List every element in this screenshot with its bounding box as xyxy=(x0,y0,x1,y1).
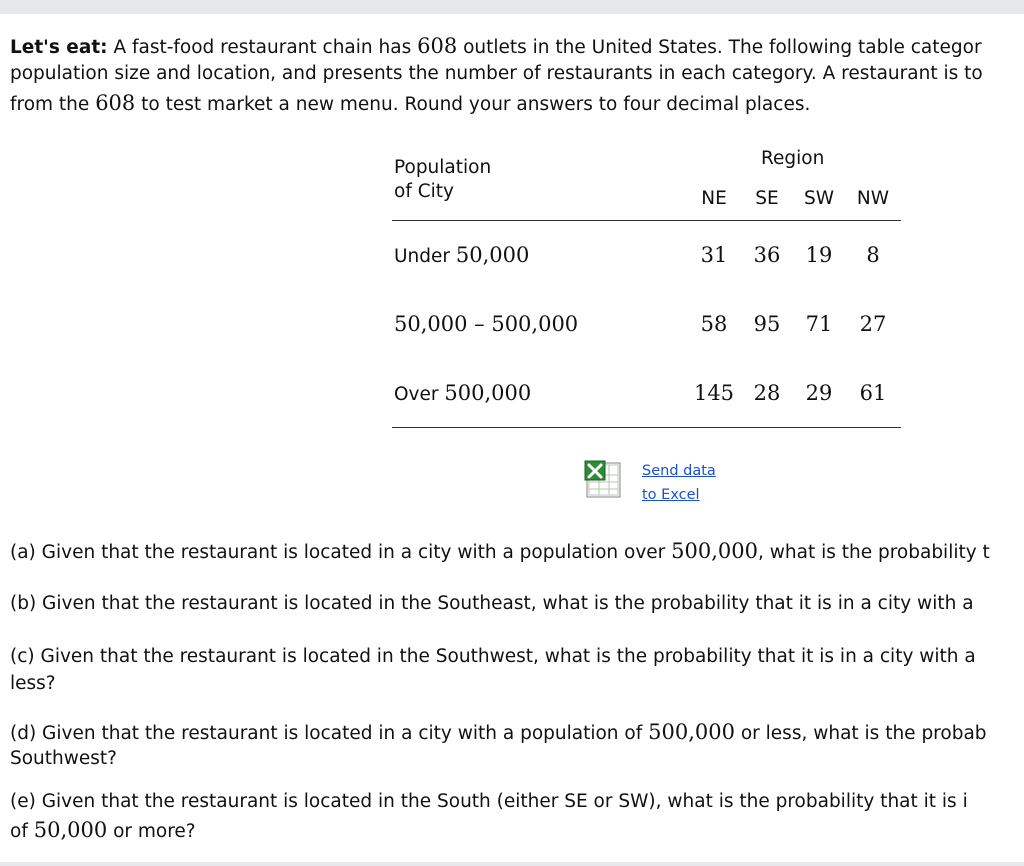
row-label-text: Over xyxy=(394,384,445,405)
table-cell: 31 xyxy=(700,243,728,267)
column-header-sw: SW xyxy=(803,188,835,209)
intro-number-3: 608 xyxy=(95,91,136,115)
intro-line-2: population size and location, and presents the number of restaurants in each category. A restaurant is to xyxy=(10,63,983,84)
question-a-text: (a) Given that the restaurant is located in a city with a population over xyxy=(10,542,672,563)
table-cell: 29 xyxy=(805,381,833,405)
row-label-number: 50,000 – 500,000 xyxy=(394,312,579,336)
table-cell: 28 xyxy=(753,381,781,405)
intro-number-1: 608 xyxy=(417,34,458,58)
question-e-text: of xyxy=(10,821,34,842)
table-cell: 27 xyxy=(859,312,887,336)
question-a xyxy=(10,537,990,567)
column-header-nw: NW xyxy=(856,188,890,209)
row-label xyxy=(394,379,531,409)
intro-text-3a: from the xyxy=(10,94,96,115)
table-bottom-rule xyxy=(392,427,901,428)
question-a-number: 500,000 xyxy=(671,539,758,563)
table-cell: 36 xyxy=(753,243,781,267)
excel-icon-graphic xyxy=(584,459,624,499)
question-e-number: 50,000 xyxy=(33,818,108,842)
table-cell: 8 xyxy=(866,243,880,267)
question-b: (b) Given that the restaurant is located in the Southeast, what is the probability that it is in a city with a xyxy=(10,593,974,614)
send-data-link-line-2[interactable]: to Excel xyxy=(642,487,700,503)
population-header-line-2: of City xyxy=(394,181,454,202)
population-header-line-1: Population xyxy=(394,157,492,178)
question-d-line-1 xyxy=(10,718,987,748)
intro-text-1b: outlets in the United States. The following table categor xyxy=(457,37,982,58)
question-c-line-2: less? xyxy=(10,673,56,694)
top-bar xyxy=(0,0,1024,14)
intro-label: Let's eat: xyxy=(10,37,108,58)
send-data-link-line-1[interactable]: Send data xyxy=(642,463,716,479)
table-cell: 95 xyxy=(753,312,781,336)
question-a-text-2: , what is the probability t xyxy=(757,542,990,563)
question-e-line-1: (e) Given that the restaurant is located in the South (either SE or SW), what is the probability that it is i xyxy=(10,791,968,812)
region-header: Region xyxy=(761,148,825,169)
table-cell: 19 xyxy=(805,243,833,267)
question-e-line-2 xyxy=(10,816,196,846)
table-cell: 58 xyxy=(700,312,728,336)
intro-line-3 xyxy=(10,89,810,119)
row-label-text: Under xyxy=(394,246,456,267)
row-label-number: 500,000 xyxy=(444,381,532,405)
column-header-se: SE xyxy=(755,188,779,209)
row-label xyxy=(394,310,578,340)
row-label-number: 50,000 xyxy=(455,243,530,267)
excel-icon[interactable] xyxy=(584,459,624,499)
table-cell: 61 xyxy=(859,381,887,405)
question-d-number: 500,000 xyxy=(648,720,735,744)
column-header-ne: NE xyxy=(701,188,727,209)
bottom-bar xyxy=(0,862,1024,866)
question-c-line-1: (c) Given that the restaurant is located in the Southwest, what is the probability that it is in a city with a xyxy=(10,646,976,667)
table-header-rule xyxy=(392,220,901,221)
question-d-line-2: Southwest? xyxy=(10,748,117,769)
question-d-text-2: or less, what is the probab xyxy=(734,723,987,744)
intro-text-1: A fast-food restaurant chain has xyxy=(107,37,418,58)
table-cell: 71 xyxy=(805,312,833,336)
intro-line-1 xyxy=(10,32,982,62)
question-d-text: (d) Given that the restaurant is located in a city with a population of xyxy=(10,723,649,744)
table-cell: 145 xyxy=(693,381,735,405)
question-e-text-2: or more? xyxy=(107,821,196,842)
intro-text-3b: to test market a new menu. Round your answers to four decimal places. xyxy=(135,94,811,115)
row-label xyxy=(394,241,529,271)
